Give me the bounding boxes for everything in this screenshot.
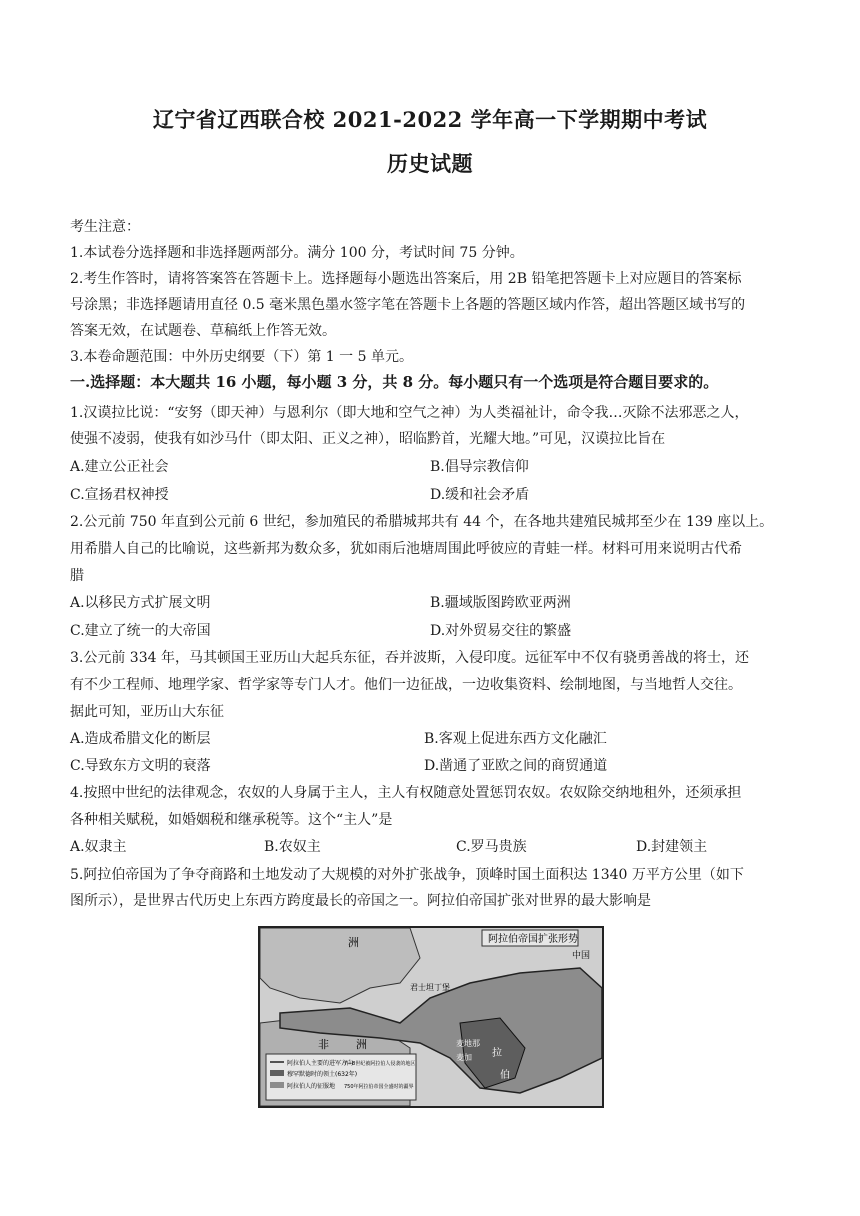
question-3-text: 有不少工程师、地理学家、哲学家等专门人才。他们一边征战，一边收集资料、绘制地图，与当地哲人交往。 [70, 677, 742, 693]
notice-line: 号涂黑；非选择题请用直径 0.5 毫米黑色墨水签字笔在答题卡上各题的答题区域内作答，超出答题区域书写的 [70, 297, 746, 313]
q2-option-d: D.对外贸易交往的繁盛 [430, 623, 572, 639]
question-1-text: 使强不凌弱，使我有如沙马什（即太阳、正义之神），昭临黔首，光耀大地。”可见，汉谟拉比旨在 [70, 431, 666, 447]
map-label-medina: 麦地那 [456, 1039, 480, 1048]
q4-option-a: A.奴隶主 [70, 839, 127, 855]
notice-line: 3.本卷命题范围：中外历史纲要（下）第 1 一 5 单元。 [70, 349, 413, 365]
q1-option-b: B.倡导宗教信仰 [430, 459, 529, 475]
legend-item: 750年阿拉伯帝国全盛时的疆界 [344, 1084, 414, 1090]
q3-option-c: C.导致东方文明的衰落 [70, 758, 211, 774]
map-label-constantinople: 君士坦丁堡 [410, 983, 450, 992]
q3-option-a: A.造成希腊文化的断层 [70, 731, 211, 747]
legend-item: 7—8世纪被阿拉伯人侵袭的地区 [344, 1061, 416, 1067]
legend-item: 阿拉伯人主要的进军方向 [287, 1060, 354, 1067]
legend-item: 穆罕默德时的领土(632年) [287, 1071, 358, 1078]
q4-option-c: C.罗马贵族 [456, 839, 527, 855]
map-label-africa: 非 [318, 1038, 329, 1051]
legend-swatch [270, 1070, 284, 1076]
map-label-mecca: 麦加 [456, 1053, 472, 1062]
map-label-africa-2: 洲 [356, 1038, 367, 1051]
question-2-text: 腊 [70, 568, 84, 584]
map-label-arabia-2: 拉 [492, 1048, 502, 1059]
question-4-text: 各种相关赋税，如婚姻税和继承税等。这个“主人”是 [70, 812, 393, 828]
question-5-text: 5.阿拉伯帝国为了争夺商路和土地发动了大规模的对外扩张战争，顶峰时国土面积达 1340 万平方公里（如下 [70, 867, 744, 883]
exam-title: 辽宁省辽西联合校 2021-2022 学年高一下学期期中考试 [152, 107, 708, 132]
q4-option-d: D.封建领主 [636, 839, 708, 855]
notice-line: 1.本试卷分选择题和非选择题两部分。满分 100 分，考试时间 75 分钟。 [70, 245, 524, 261]
q3-option-b: B.客观上促进东西方文化融汇 [424, 731, 607, 747]
map-svg [260, 928, 602, 1106]
map-label-europe: 洲 [348, 936, 359, 949]
map-label-china: 中国 [572, 951, 591, 961]
notice-line: 2.考生作答时，请将答案答在答题卡上。选择题每小题选出答案后，用 2B 铅笔把答题卡上对应题目的答案标 [70, 271, 742, 287]
section-heading: 一.选择题：本大题共 16 小题，每小题 3 分，共 8 分。每小题只有一个选项是符合题目要求的。 [70, 373, 719, 391]
q1-option-c: C.宣扬君权神授 [70, 487, 169, 503]
question-5-text: 图所示），是世界古代历史上东西方跨度最长的帝国之一。阿拉伯帝国扩张对世界的最大影响是 [70, 893, 651, 909]
question-4-text: 4.按照中世纪的法律观念，农奴的人身属于主人，主人有权随意处置惩罚农奴。农奴除交纳地租外，还须承担 [70, 785, 742, 801]
q1-option-d: D.缓和社会矛盾 [430, 487, 530, 503]
q2-option-c: C.建立了统一的大帝国 [70, 623, 211, 639]
q2-option-a: A.以移民方式扩展文明 [70, 595, 211, 611]
q3-option-d: D.凿通了亚欧之间的商贸通道 [424, 758, 608, 774]
question-2-text: 2.公元前 750 年直到公元前 6 世纪，参加殖民的希腊城邦共有 44 个，在各地共建殖民城邦至少在 139 座以上。 [70, 514, 774, 530]
notice-heading: 考生注意： [70, 219, 140, 235]
q2-option-b: B.疆域版图跨欧亚两洲 [430, 595, 571, 611]
notice-line: 答案无效，在试题卷、草稿纸上作答无效。 [70, 323, 336, 339]
exam-subtitle: 历史试题 [387, 151, 473, 176]
question-1-text: 1.汉谟拉比说：“安努（即天神）与恩利尔（即大地和空气之神）为人类福祉计，命令我…灭除不法邪恶之人， [70, 405, 749, 421]
question-2-text: 用希腊人自己的比喻说，这些新邦为数众多，犹如雨后池塘周围此呼彼应的青蛙一样。材料可用来说明古代希 [70, 541, 742, 557]
q4-option-b: B.农奴主 [264, 839, 321, 855]
arab-empire-map [258, 926, 604, 1108]
map-title: 阿拉伯帝国扩张形势 [488, 934, 578, 945]
question-3-text: 据此可知，亚历山大东征 [70, 704, 224, 720]
q1-option-a: A.建立公正社会 [70, 459, 169, 475]
legend-item: 阿拉伯人的征服地 [287, 1083, 336, 1090]
map-label-arabia: 伯 [500, 1070, 510, 1081]
legend-swatch [270, 1082, 284, 1088]
question-3-text: 3.公元前 334 年，马其顿国王亚历山大起兵东征，吞并波斯，入侵印度。远征军中不仅有骁勇善战的将士，还 [70, 650, 749, 666]
